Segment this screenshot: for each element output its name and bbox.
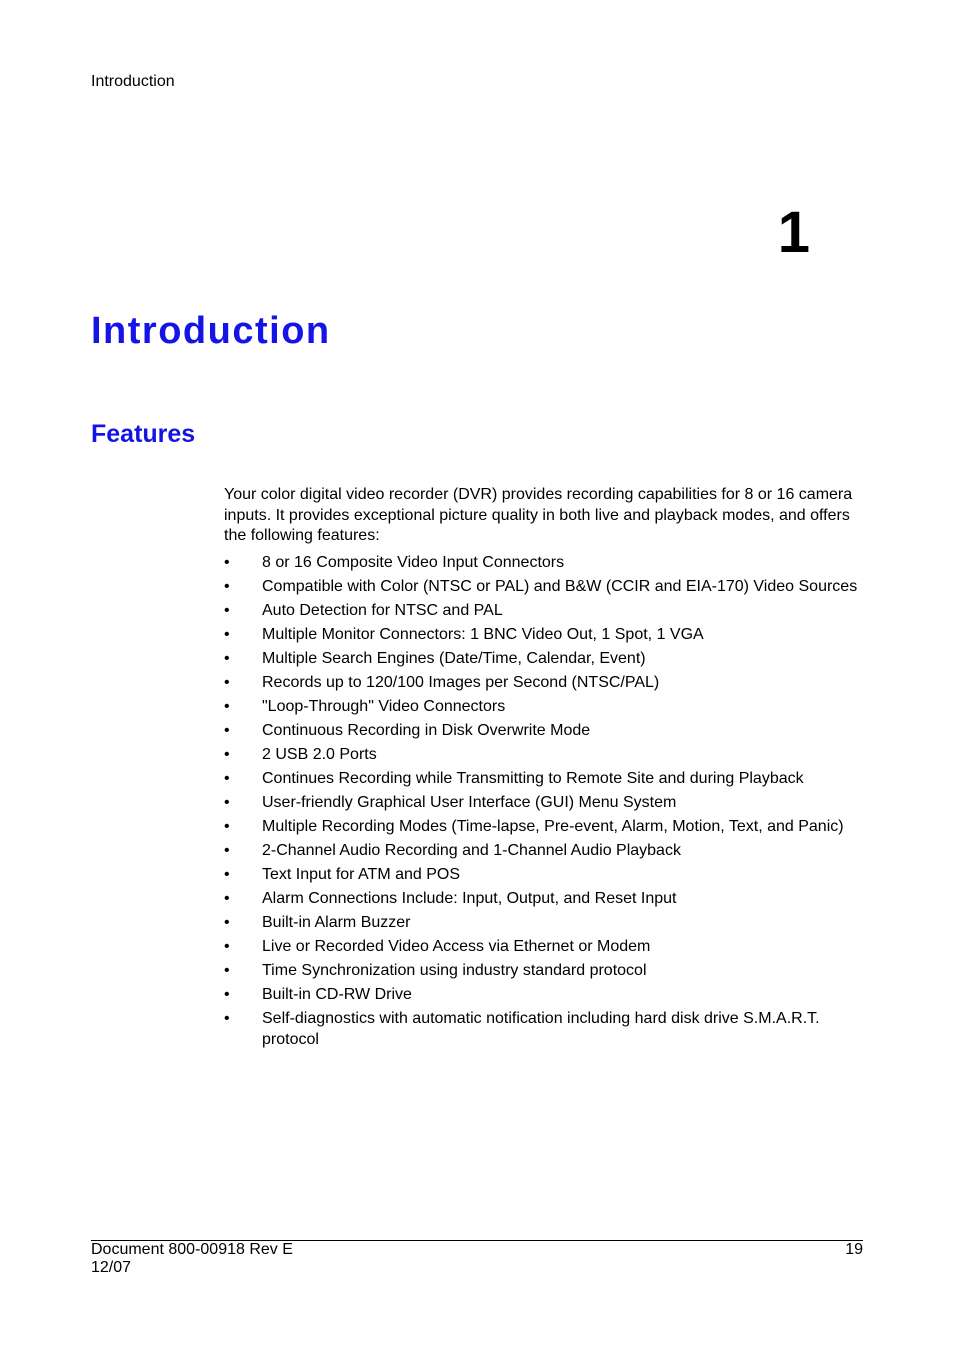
running-header: Introduction xyxy=(91,73,175,90)
chapter-number: 1 xyxy=(777,200,810,265)
feature-text: 8 or 16 Composite Video Input Connectors xyxy=(262,554,565,571)
feature-text: Compatible with Color (NTSC or PAL) and B&W (CCIR and EIA-170) Video Sources xyxy=(262,578,858,595)
list-item xyxy=(224,984,864,1005)
feature-text: Auto Detection for NTSC and PAL xyxy=(262,602,503,619)
list-item xyxy=(224,1008,864,1050)
feature-text: Text Input for ATM and POS xyxy=(262,866,461,883)
feature-text: Time Synchronization using industry standard protocol xyxy=(262,962,647,979)
footer-date: 12/07 xyxy=(91,1259,132,1276)
feature-text: Built-in Alarm Buzzer xyxy=(262,914,411,931)
list-item xyxy=(224,792,864,813)
feature-text: Built-in CD-RW Drive xyxy=(262,986,412,1003)
bullet-icon: • xyxy=(224,602,230,619)
section-title: Features xyxy=(91,420,196,448)
list-item xyxy=(224,960,864,981)
footer-document-info xyxy=(91,1241,293,1277)
feature-text: Alarm Connections Include: Input, Output, and Reset Input xyxy=(262,890,677,907)
bullet-icon: • xyxy=(224,986,230,1003)
list-item xyxy=(224,912,864,933)
intro-paragraph: Your color digital video recorder (DVR) provides recording capabilities for 8 or 16 camera inputs. It provides exceptional picture quality in both live and playback modes, and offers the following features: xyxy=(224,486,853,544)
bullet-icon: • xyxy=(224,842,230,859)
bullet-icon: • xyxy=(224,890,230,907)
chapter-title: Introduction xyxy=(91,310,331,352)
list-item xyxy=(224,936,864,957)
bullet-icon: • xyxy=(224,674,230,691)
feature-text: Multiple Monitor Connectors: 1 BNC Video Out, 1 Spot, 1 VGA xyxy=(262,626,704,643)
feature-list xyxy=(224,552,864,1053)
bullet-icon: • xyxy=(224,818,230,835)
bullet-icon: • xyxy=(224,962,230,979)
bullet-icon: • xyxy=(224,866,230,883)
feature-text: Multiple Recording Modes (Time-lapse, Pre-event, Alarm, Motion, Text, and Panic) xyxy=(262,818,844,835)
list-item xyxy=(224,624,864,645)
feature-text: Live or Recorded Video Access via Ethernet or Modem xyxy=(262,938,651,955)
list-item xyxy=(224,744,864,765)
bullet-icon: • xyxy=(224,794,230,811)
list-item xyxy=(224,648,864,669)
list-item xyxy=(224,552,864,573)
bullet-icon: • xyxy=(224,650,230,667)
bullet-icon: • xyxy=(224,770,230,787)
list-item xyxy=(224,816,864,837)
list-item xyxy=(224,600,864,621)
list-item xyxy=(224,576,864,597)
bullet-icon: • xyxy=(224,554,230,571)
bullet-icon: • xyxy=(224,698,230,715)
feature-text: Multiple Search Engines (Date/Time, Calendar, Event) xyxy=(262,650,646,667)
list-item xyxy=(224,864,864,885)
feature-text: 2-Channel Audio Recording and 1-Channel Audio Playback xyxy=(262,842,681,859)
list-item xyxy=(224,720,864,741)
list-item xyxy=(224,840,864,861)
bullet-icon: • xyxy=(224,938,230,955)
feature-text: Self-diagnostics with automatic notification including hard disk drive S.M.A.R.T. protocol xyxy=(262,1010,820,1048)
list-item xyxy=(224,768,864,789)
bullet-icon: • xyxy=(224,914,230,931)
feature-text: Continues Recording while Transmitting to Remote Site and during Playback xyxy=(262,770,804,787)
bullet-icon: • xyxy=(224,722,230,739)
feature-text: Continuous Recording in Disk Overwrite Mode xyxy=(262,722,591,739)
list-item xyxy=(224,672,864,693)
list-item xyxy=(224,696,864,717)
bullet-icon: • xyxy=(224,626,230,643)
feature-text: "Loop-Through" Video Connectors xyxy=(262,698,506,715)
bullet-icon: • xyxy=(224,1010,230,1027)
feature-text: Records up to 120/100 Images per Second (NTSC/PAL) xyxy=(262,674,660,691)
feature-text: 2 USB 2.0 Ports xyxy=(262,746,377,763)
bullet-icon: • xyxy=(224,578,230,595)
feature-text: User-friendly Graphical User Interface (GUI) Menu System xyxy=(262,794,677,811)
footer-document-id: Document 800-00918 Rev E xyxy=(91,1241,293,1258)
bullet-icon: • xyxy=(224,746,230,763)
list-item xyxy=(224,888,864,909)
footer-page-number: 19 xyxy=(845,1241,863,1258)
